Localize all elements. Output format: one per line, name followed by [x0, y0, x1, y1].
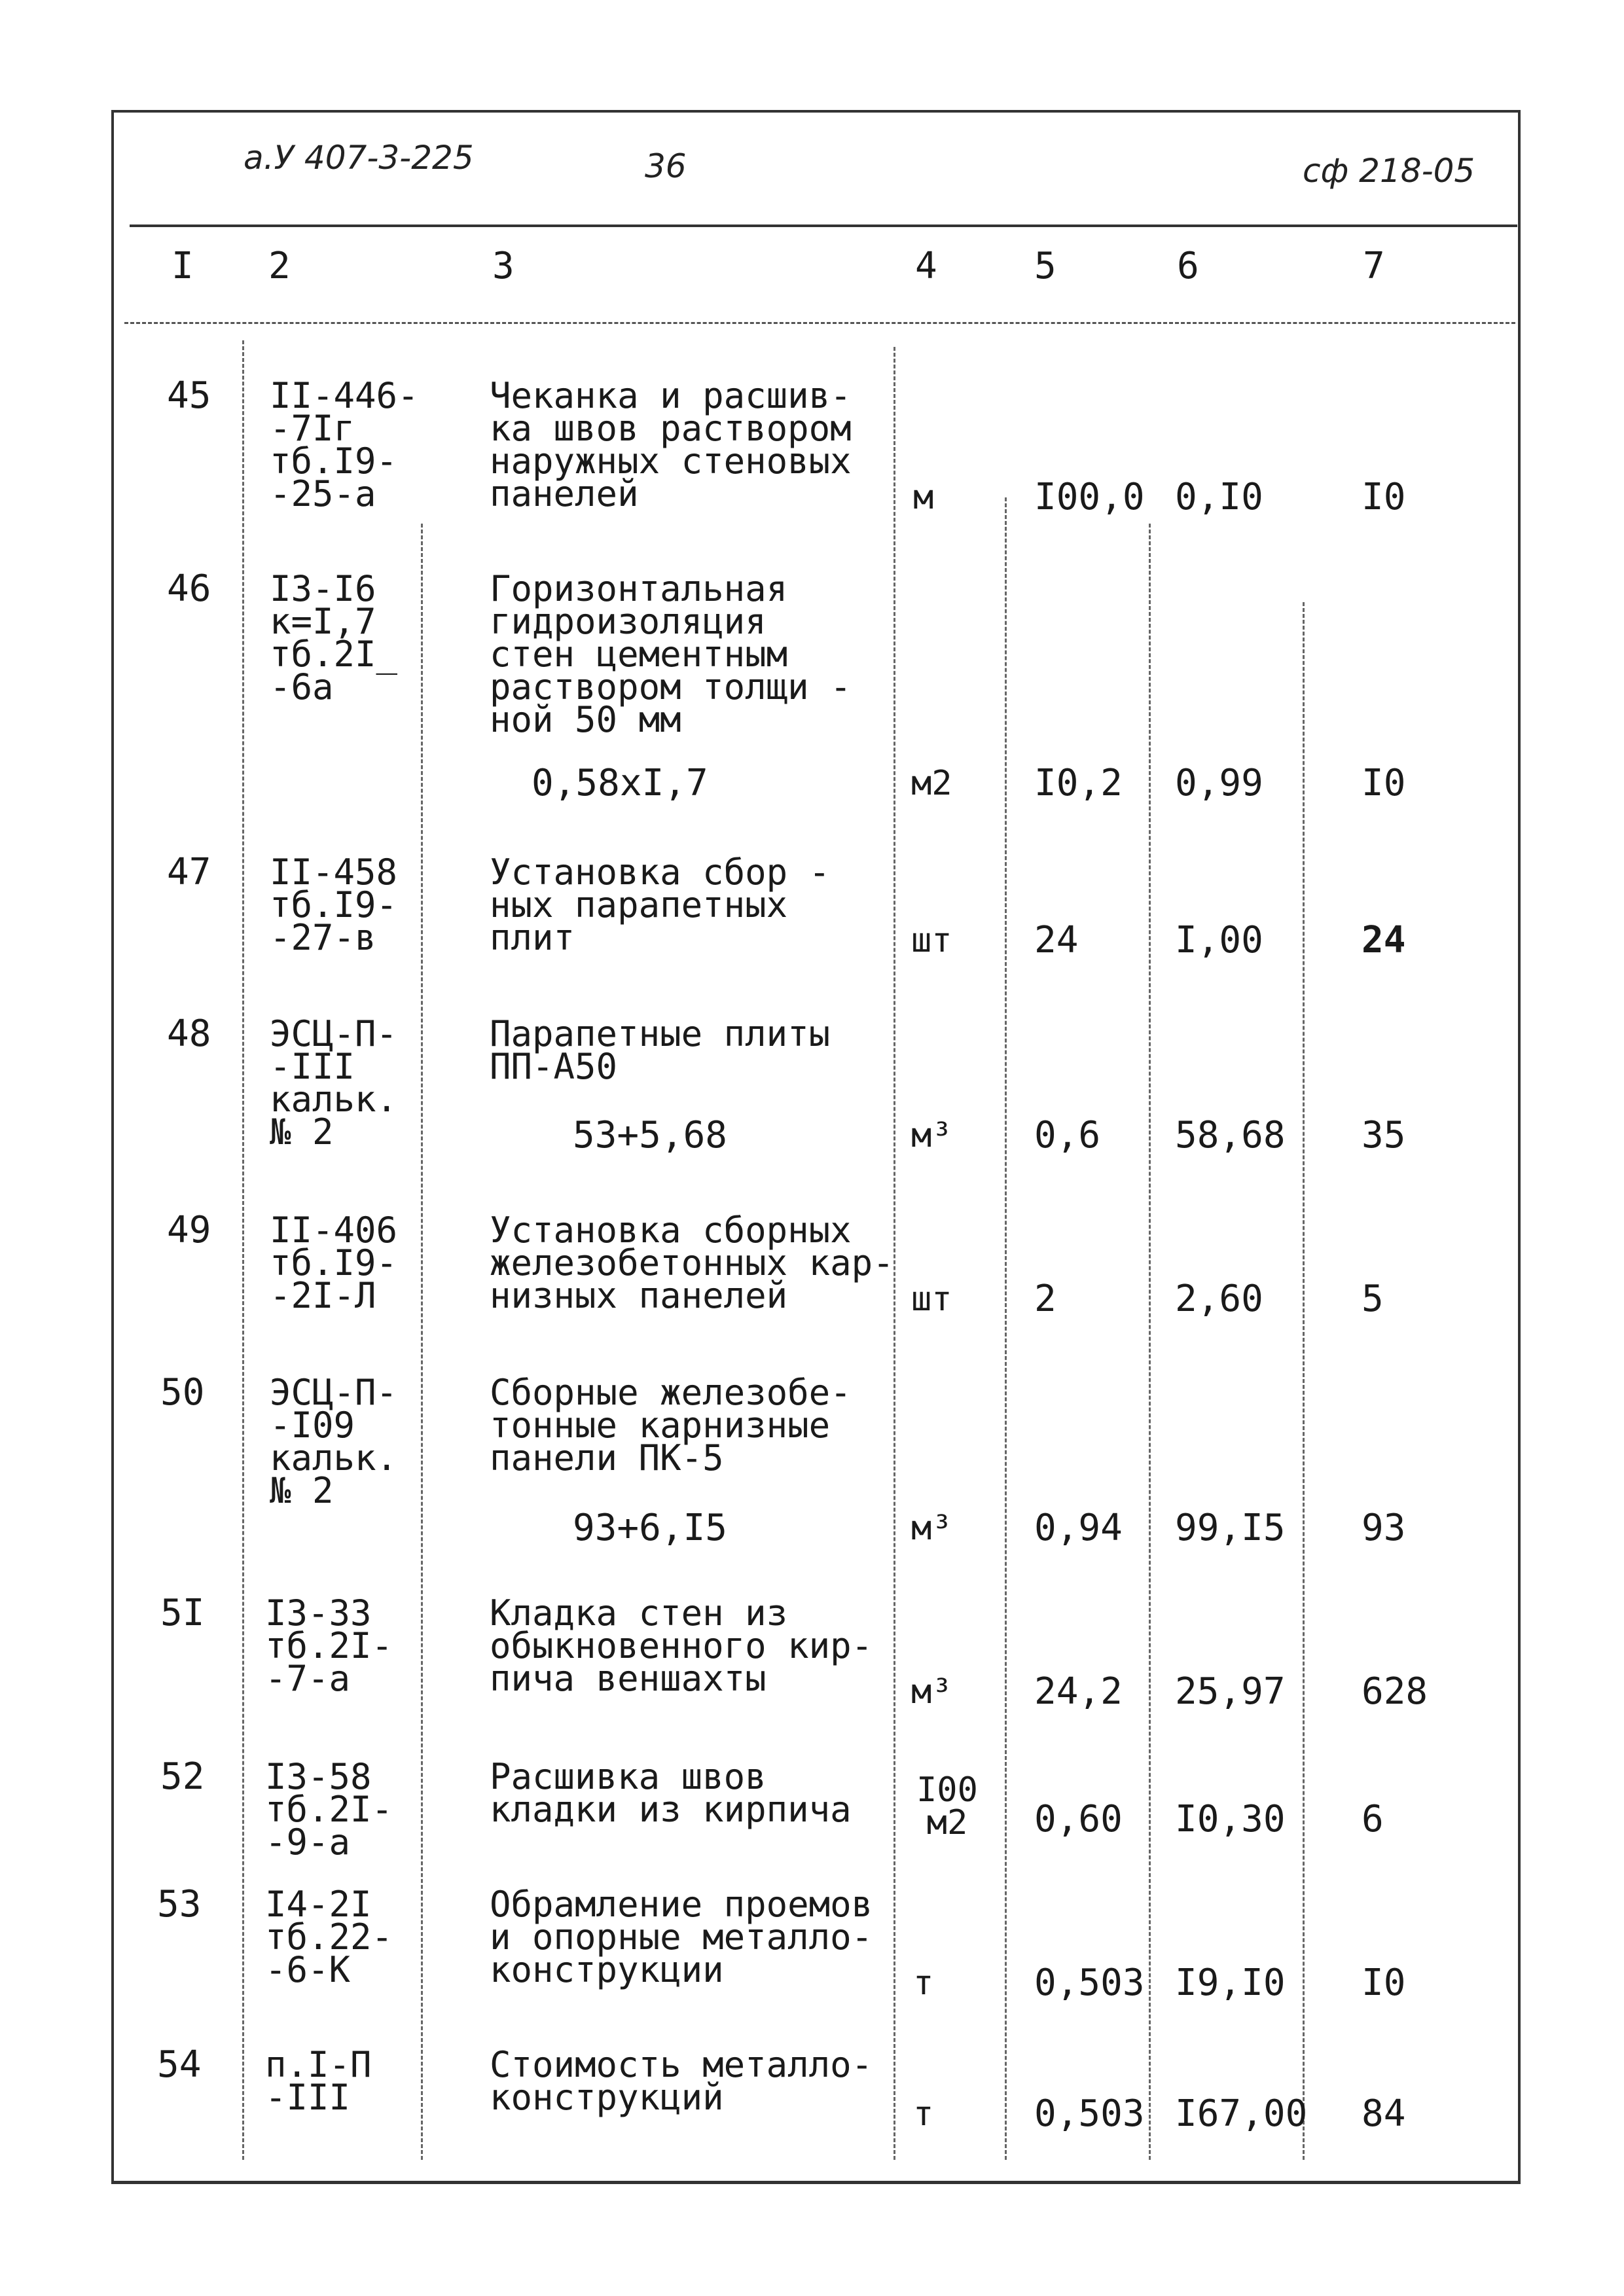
row-description: Обрамление проемов и опорные металло- конструкции: [490, 1884, 873, 1990]
row-unit: м³: [911, 1116, 952, 1155]
row-number: 53: [157, 1883, 202, 1926]
row-number: 54: [157, 2043, 202, 2086]
row-quantity: I00,0: [1034, 476, 1145, 518]
row-code: I3-I6 к=I,7 тб.2I_ -6а: [270, 568, 398, 708]
row-unit: т: [913, 2094, 934, 2134]
row-unit-price: 0,99: [1175, 762, 1263, 804]
row-unit-price: 58,68: [1175, 1114, 1286, 1157]
row-quantity: I0,2: [1034, 762, 1123, 804]
row-unit-price: 2,60: [1175, 1278, 1263, 1320]
row-quantity: 0,94: [1034, 1507, 1123, 1549]
row-description: Кладка стен из обыкновенного кир- пича веншахты: [490, 1592, 873, 1699]
row-unit: I00 м2: [916, 1770, 978, 1842]
header-right: сф 218-05: [1303, 152, 1475, 190]
row-calculation: 0,58xI,7: [532, 762, 708, 804]
row-description: Парапетные плиты ПП-А50: [490, 1013, 831, 1087]
row-unit: шт: [911, 1280, 952, 1319]
row-quantity: 0,60: [1034, 1798, 1123, 1840]
column-separator-4: [1005, 497, 1007, 2160]
row-quantity: 0,503: [1034, 1962, 1145, 2004]
row-quantity: 2: [1034, 1278, 1056, 1320]
row-unit: шт: [911, 921, 952, 960]
row-code: II-406 тб.I9- -2I-Л: [270, 1210, 398, 1316]
row-total: 24: [1362, 919, 1406, 961]
row-code: II-458 тб.I9- -27-в: [270, 852, 398, 958]
row-unit-price: I,00: [1175, 919, 1263, 961]
column-header-1: I: [171, 245, 194, 287]
row-total: I0: [1362, 476, 1406, 518]
row-unit: т: [913, 1964, 934, 2003]
header-page-number: 36: [645, 147, 687, 185]
row-total: 6: [1362, 1798, 1384, 1840]
row-code: п.I-П -III: [265, 2044, 372, 2118]
row-number: 49: [167, 1209, 211, 1251]
row-description: Чеканка и расшив- ка швов раствором наружных стеновых панелей: [490, 375, 852, 514]
row-quantity: 0,6: [1034, 1114, 1101, 1157]
header-rule: [130, 224, 1517, 227]
row-number: 52: [160, 1755, 205, 1798]
column-header-4: 4: [915, 245, 937, 287]
row-code: I4-2I тб.22- -6-К: [265, 1884, 393, 1990]
row-number: 5I: [160, 1592, 205, 1634]
row-description: Установка сборных железобетонных кар- низных панелей: [490, 1210, 894, 1316]
row-number: 48: [167, 1013, 211, 1055]
row-unit-price: 25,97: [1175, 1670, 1286, 1713]
row-unit-price: 99,I5: [1175, 1507, 1286, 1549]
row-quantity: 24: [1034, 919, 1079, 961]
column-header-2: 2: [268, 245, 291, 287]
row-calculation: 93+6,I5: [573, 1507, 728, 1549]
row-code: ЭСЦ-П- -I09 кальк. № 2: [270, 1372, 398, 1511]
row-description: Расшивка швов кладки из кирпича: [490, 1756, 852, 1830]
column-header-6: 6: [1177, 245, 1199, 287]
header-left: а.У 407-3-225: [244, 139, 474, 177]
column-header-3: 3: [492, 245, 514, 287]
column-header-rule: [124, 322, 1515, 324]
row-unit: м³: [911, 1509, 952, 1548]
row-total: I0: [1362, 762, 1406, 804]
row-unit-price: I9,I0: [1175, 1962, 1286, 2004]
row-number: 47: [167, 851, 211, 893]
row-unit-price: I0,30: [1175, 1798, 1286, 1840]
column-separator-1: [242, 340, 244, 2160]
row-description: Сборные железобе- тонные карнизные панели ПК-5: [490, 1372, 852, 1479]
row-total: 84: [1362, 2092, 1406, 2135]
row-description: Горизонтальная гидроизоляция стен цементным раствором толщи - ной 50 мм: [490, 568, 852, 740]
column-separator-6: [1303, 602, 1305, 2160]
row-total: 628: [1362, 1670, 1428, 1713]
row-code: I3-33 тб.2I- -7-а: [265, 1592, 393, 1699]
row-code: I3-58 тб.2I- -9-а: [265, 1756, 393, 1863]
row-unit-price: I67,00: [1175, 2092, 1308, 2135]
row-code: II-446- -7Iг тб.I9- -25-а: [270, 375, 419, 514]
column-separator-5: [1149, 524, 1151, 2160]
row-quantity: 24,2: [1034, 1670, 1123, 1713]
row-code: ЭСЦ-П- -III кальк. № 2: [270, 1013, 398, 1153]
column-header-7: 7: [1363, 245, 1385, 287]
row-unit-price: 0,I0: [1175, 476, 1263, 518]
column-separator-2: [421, 524, 423, 2160]
row-unit: м2: [911, 764, 952, 803]
row-total: 35: [1362, 1114, 1406, 1157]
row-total: I0: [1362, 1962, 1406, 2004]
row-unit: м: [913, 478, 934, 517]
row-number: 50: [160, 1371, 205, 1414]
row-quantity: 0,503: [1034, 2092, 1145, 2135]
row-total: 5: [1362, 1278, 1384, 1320]
row-number: 45: [167, 374, 211, 417]
row-unit: м³: [911, 1672, 952, 1712]
row-number: 46: [167, 567, 211, 610]
row-description: Стоимость металло- конструкций: [490, 2044, 873, 2118]
row-calculation: 53+5,68: [573, 1114, 728, 1157]
row-total: 93: [1362, 1507, 1406, 1549]
column-header-5: 5: [1034, 245, 1056, 287]
row-description: Установка сбор - ных парапетных плит: [490, 852, 831, 958]
